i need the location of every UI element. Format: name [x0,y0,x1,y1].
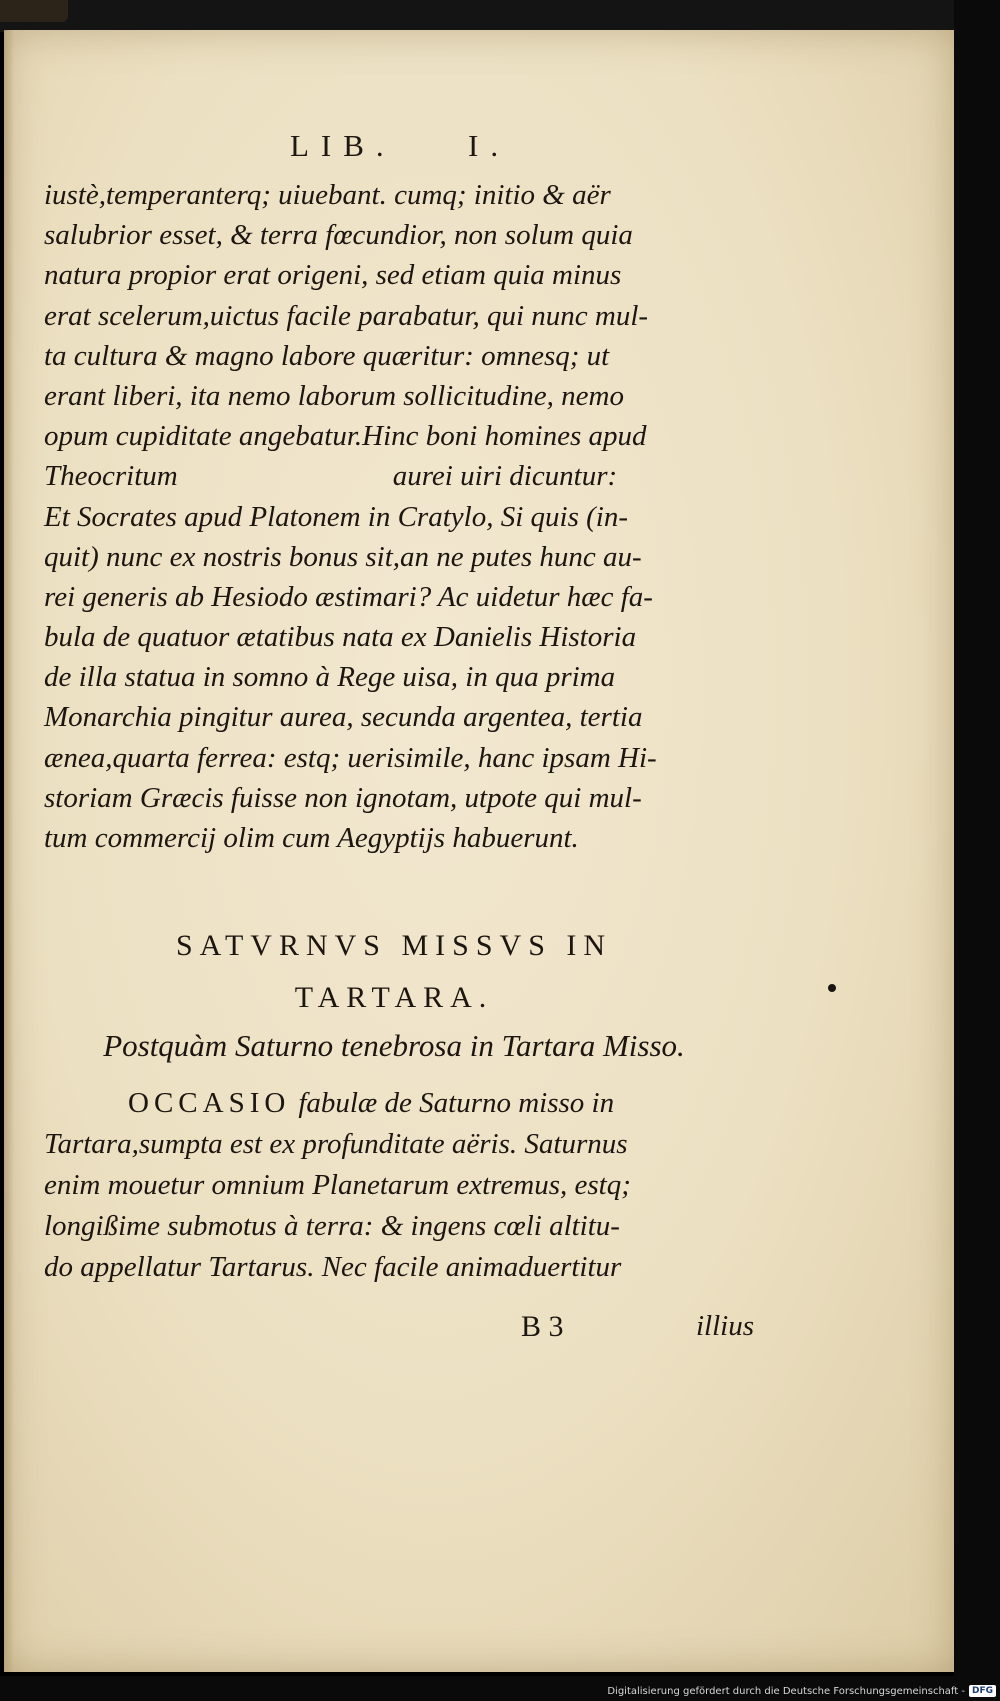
verse-quotation: Postquàm Saturno tenebrosa in Tartara Misso. [103,1028,685,1063]
text-line-with-gap [44,456,749,496]
text-line [44,1083,749,1124]
text-line: quit) nunc ex nostris bonus sit,an ne putes hunc au- [44,540,642,573]
footer-credit: Digitalisierung gefördert durch die Deutsche Forschungsgemeinschaft - [607,1685,965,1697]
text-line: Monarchia pingitur aurea, secunda argentea, tertia [44,701,643,734]
text-line: longißime submotus à terra: & ingens cœli altitu- [44,1210,620,1242]
text-line: do appellatur Tartarus. Nec facile animaduertitur [44,1251,622,1283]
text-line: salubrior esset, & terra fœcundior, non solum quia [44,219,633,252]
section-title [44,920,744,1024]
text-line: storiam Græcis fuisse non ignotam, utpote qui mul- [44,781,642,814]
text-line: rei generis ab Hesiodo æstimari? Ac uidetur hæc fa- [44,580,653,613]
text-line: opum cupiditate angebatur.Hinc boni homines apud [44,420,647,453]
header-lib: LIB. [290,128,396,163]
text-line: tum commercij olim cum Aegyptijs habuerunt. [44,822,579,854]
scan-border-right [954,0,1000,1701]
section-title-line: SATVRNVS MISSVS IN [175,929,613,962]
text-line: bula de quatuor ætatibus nata ex Danielis Historia [44,621,637,654]
text-line: de illa statua in somno à Rege uisa, in qua prima [44,661,616,694]
text-fragment: fabulæ de Saturno misso in [298,1087,615,1119]
scan-border-top [0,0,1000,32]
digitization-footer [607,1683,996,1699]
catchword: illius [696,1310,755,1342]
page-edge-shadow [4,30,14,1672]
text-line: Et Socrates apud Platonem in Cratylo, Si quis (in- [44,500,628,533]
text-fragment: Theocritum [44,460,178,493]
text-line: Tartara,sumpta est ex profunditate aëris. Saturnus [44,1128,628,1160]
text-line: erat scelerum,uictus facile parabatur, qui nunc mul- [44,299,649,332]
text-fragment: aurei uiri dicuntur: [392,460,618,493]
ink-spot [828,984,836,992]
header-number: I. [468,128,511,163]
scan-corner-tab [0,0,68,22]
body-text [44,175,749,858]
text-line: ta cultura & magno labore quæritur: omnesq; ut [44,339,610,372]
text-line: natura propior erat origeni, sed etiam quia minus [44,259,622,292]
signature-mark: B 3 [521,1310,564,1343]
opening-word: OCCASIO [128,1087,291,1119]
paragraph [44,1083,749,1288]
text-line: enim mouetur omnium Planetarum extremus, estq; [44,1169,631,1201]
section-title-line: TARTARA. [294,981,494,1014]
text-line: erant liberi, ita nemo laborum sollicitudine, nemo [44,379,624,412]
dfg-logo: DFG [969,1685,996,1697]
text-line: iustè,temperanterq; uiuebant. cumq; initio & aër [44,179,611,211]
text-line: ænea,quarta ferrea: estq; uerisimile, hanc ipsam Hi- [44,741,657,774]
